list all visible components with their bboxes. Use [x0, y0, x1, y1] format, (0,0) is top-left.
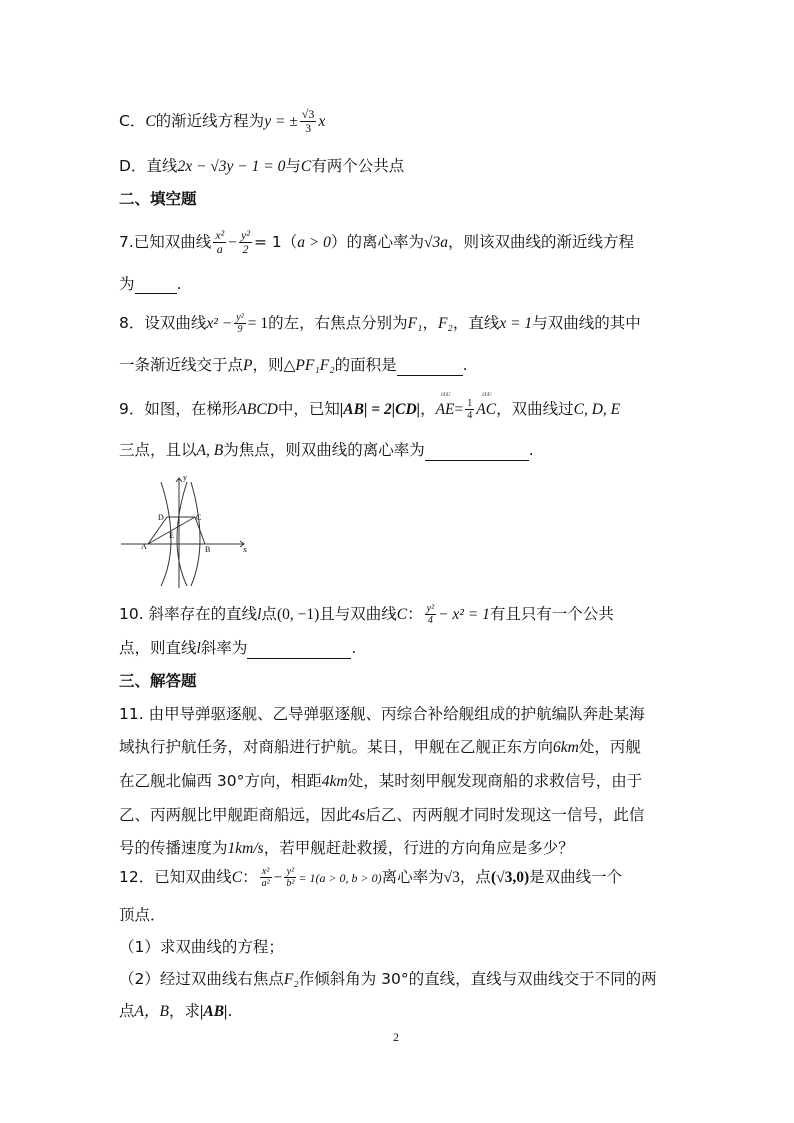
label-x: x [243, 545, 247, 554]
answer-blank [397, 361, 463, 376]
label-y: y [183, 473, 187, 482]
label-a: A [141, 542, 147, 551]
answer-blank [135, 279, 177, 294]
vector-ae: ᵁᵁᵁ AE [435, 391, 455, 418]
hyperbola-right-branch [191, 482, 200, 586]
question-12: 12．已知双曲线C： $\frac{\text{x²}}{\text{a²}}$ − $\frac{\text{y²}}{\text{b²}}$ = 1(a > 0, b > 0)离心率为√3，点(√3,0)是双曲线一个 [119, 866, 623, 889]
label-c: C [196, 513, 202, 522]
fraction: $\frac{\text{x²}}{\text{a²}}$ [261, 866, 270, 889]
question-7-cont: 为 . [119, 275, 182, 293]
question-10-cont: 点，则直线l斜率为 . [119, 639, 357, 657]
fraction: $\frac{1}{4}$ [467, 398, 473, 421]
option-c: C．C的渐近线方程为y = ± $\frac{√3}{3}$ x [119, 107, 326, 135]
question-11-line-2: 域执行护航任务，对商船进行护航。某日，甲舰在乙舰正东方向6km处，丙舰 [119, 738, 641, 756]
question-11-line-4: 乙、丙两舰比甲舰距商船远，因此4s后乙、丙两舰才同时发现这一信号，此信 [119, 806, 645, 824]
vector-ac: ᵁᵁᵁ AC [476, 391, 497, 418]
question-10: 10. 斜率存在的直线l点(0, −1)且与双曲线C： $\frac{\text{y²}}{4}$ − x² = 1有且只有一个公共 [119, 603, 614, 626]
hyperbola-trapezoid-figure [119, 470, 259, 590]
fraction: $\frac{\text{y²}}{\text{b²}}$ [286, 866, 295, 889]
page-number: 2 [393, 1030, 399, 1044]
question-12-cont: 顶点． [119, 906, 166, 924]
option-d: D．直线2x − √3y − 1 = 0与C有两个公共点 [119, 157, 405, 175]
question-9: 9．如图，在梯形ABCD中，已知|AB| = 2|CD|， ᵁᵁᵁ AE= $\frac{1}{4}$ ᵁᵁᵁ AC，双曲线过C, D, E [119, 391, 621, 421]
section-heading-answer: 三、解答题 [119, 672, 197, 690]
fraction: $\frac{√3}{3}$ [301, 107, 315, 135]
vector-arrow-icon: ᵁᵁᵁ [440, 391, 450, 400]
question-11-line-1: 11. 由甲导弹驱逐舰、乙导弹驱逐舰、丙综合补给舰组成的护航编队奔赴某海 [119, 705, 645, 723]
vector-arrow-icon: ᵁᵁᵁ [481, 391, 491, 400]
question-11-line-3: 在乙舰北偏西 30°方向，相距4km处，某时刻甲舰发现商船的求救信号，由于 [119, 772, 643, 790]
label-d: D [158, 513, 164, 522]
label-b: B [205, 545, 211, 554]
fraction: $\frac{\text{y²}}{2}$ [241, 228, 250, 256]
question-11-line-5: 号的传播速度为1km/s，若甲舰赶赴救援，行进的方向角应是多少？ [119, 839, 574, 857]
answer-blank [425, 446, 529, 461]
question-8: 8．设双曲线x² − $\frac{\text{y²}}{9}$ = 1的左，右焦点分别为F₁，F₂，直线x = 1与双曲线的其中 [119, 312, 641, 335]
answer-blank [247, 644, 351, 659]
label-e: E [169, 531, 174, 540]
question-12-part-1: （1）求双曲线的方程； [119, 938, 284, 956]
fraction: $\frac{\text{y²}}{9}$ [236, 312, 244, 335]
question-12-part-2-cont: 点A，B，求|AB|. [119, 1002, 233, 1020]
question-12-part-2: （2）经过双曲线右焦点F₂作倾斜角为 30°的直线，直线与双曲线交于不同的两 [119, 970, 657, 988]
question-7: 7.已知双曲线 $\frac{\text{x²}}{a}$ − $\frac{\text{y²}}{2}$ = 1（a > 0）的离心率为√3a，则该双曲线的渐近线方程 [119, 228, 634, 256]
section-heading-fill-blank: 二、填空题 [119, 190, 197, 208]
question-9-cont: 三点，且以A, B为焦点，则双曲线的离心率为 . [119, 441, 534, 459]
fraction: $\frac{\text{x²}}{a}$ [215, 228, 225, 256]
fraction: $\frac{\text{y²}}{4}$ [426, 603, 435, 626]
question-8-cont: 一条渐近线交于点P，则△PF₁F₂的面积是 . [119, 356, 468, 374]
